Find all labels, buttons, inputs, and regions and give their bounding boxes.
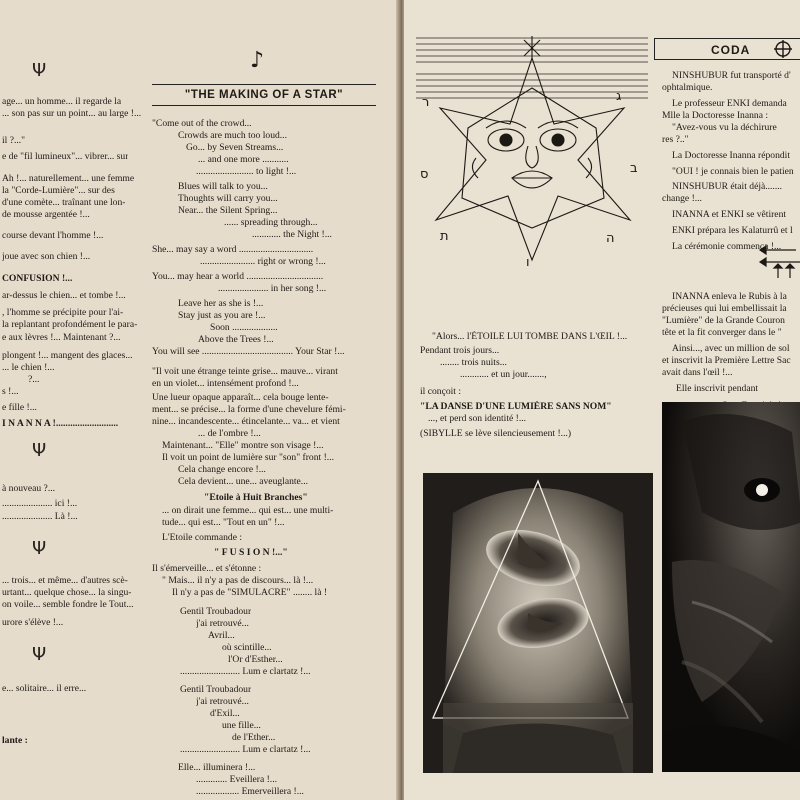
svg-text:ב: ב (630, 161, 638, 176)
left-col2-line: She... may say a word ............................... (152, 244, 314, 255)
left-col1-line: ar-dessus le chien... et tombe !... (2, 290, 126, 301)
left-col1-line: ?... (28, 374, 40, 385)
left-col2-line: Il voit un point de lumière sur "son" front !... (162, 452, 334, 463)
left-col2-line: Thoughts will carry you... (178, 193, 278, 204)
right-col2-line: La cérémonie commença !... (672, 241, 782, 252)
left-col1-line: CONFUSION !... (2, 273, 73, 284)
left-col1-line: age... un homme... il regarde la (2, 96, 122, 107)
coda-header: CODA (654, 38, 800, 60)
section-header: "THE MAKING OF A STAR" (152, 84, 376, 106)
left-col1-line: ..................... ici !... (2, 498, 78, 509)
left-col1-line: e... solitaire... il erre... (2, 683, 87, 694)
left-col2-line: Cela change encore !... (178, 464, 266, 475)
right-col1-line: il conçoit : (420, 386, 462, 397)
left-col1-line: I N A N N A !.......................... (2, 418, 119, 429)
left-col1-line: on voile... semble fondre le Tout... (2, 599, 134, 610)
right-col1-line: Pendant trois jours... (420, 345, 500, 356)
left-col1-line: joue avec son chien !... (2, 251, 91, 262)
right-col2-line: et inscrivit la Première Lettre Sac (662, 355, 791, 366)
svg-text:ת: ת (440, 229, 449, 244)
left-col2-line: en un violet... intensément profond !... (152, 378, 299, 389)
left-col2-line: Une lueur opaque apparaît... cela bouge lente- (152, 392, 329, 403)
svg-text:ר: ר (422, 95, 430, 110)
trident-icon: Ψ (32, 538, 47, 559)
right-col2-line: NINSHUBUR fut transporté d' (672, 70, 791, 81)
left-col1-line: e fille !... (2, 402, 37, 413)
right-col2-line: "Lumière" de la Grande Couron (662, 315, 785, 326)
left-col1-line: ... trois... et même... d'autres scè- (2, 575, 128, 586)
svg-text:ס: ס (420, 167, 429, 182)
left-col2-line: Crowds are much too loud... (178, 130, 287, 141)
left-col1-line: à nouveau ?... (2, 483, 56, 494)
left-col2-line: Avril... (208, 630, 235, 641)
left-col2-line: Go... by Seven Streams... (186, 142, 284, 153)
left-col1-line: urtant... quelque chose... la singu- (2, 587, 132, 598)
left-col2-line: "Il voit une étrange teinte grise... mauve... virant (152, 366, 338, 377)
right-col2-line: "Avez-vous vu la déchirure (672, 122, 777, 133)
left-col2-line: "Come out of the crowd... (152, 118, 252, 129)
left-col2-line: ...... spreading through... (224, 217, 318, 228)
right-col2-line: change !... (662, 193, 702, 204)
left-col1-line: ..................... Là !... (2, 511, 78, 522)
left-col2-line: d'Exil... (210, 708, 240, 719)
right-col2-line: res ?.." (662, 134, 689, 145)
left-col2-line: ... de l'ombre !... (198, 428, 261, 439)
left-col2-line: j'ai retrouvé... (196, 696, 249, 707)
left-page (0, 0, 398, 800)
left-col2-line: Gentil Troubadour (180, 606, 252, 617)
left-col1-line: ... son pas sur un point... au large !... (2, 108, 142, 119)
right-col2-line: INANNA enleva le Rubis à la (672, 291, 787, 302)
right-col2-line: tête et la fit converger dans le " (662, 327, 782, 338)
left-col2-line: Elle... illuminera !... (178, 762, 256, 773)
right-col2-line: ophtalmique. (662, 82, 713, 93)
svg-text:ו: ו (526, 255, 530, 268)
left-col2-line: de l'Ether... (232, 732, 276, 743)
left-col2-line: ment... se précise... la forme d'une chevelure fémi- (152, 404, 346, 415)
left-col2-line: ..................... in her song !... (218, 283, 327, 294)
right-col2-line: avait dans l'œil !... (662, 367, 733, 378)
left-col2-line: L'Etoile commande : (162, 532, 243, 543)
right-col1-line: ..., et perd son identité !... (428, 413, 527, 424)
right-col2-line: La Doctoresse Inanna répondit (672, 150, 791, 161)
right-col1-line: ............ et un jour......., (460, 369, 547, 380)
left-col1-line: plongent !... mangent des glaces... (2, 350, 133, 361)
right-col1-line: "Alors... l'ÉTOILE LUI TOMBE DANS L'ŒIL !... (432, 331, 628, 342)
left-col1-line: course devant l'homme !... (2, 230, 104, 241)
left-col2-line: l'Or d'Esther... (228, 654, 283, 665)
left-col2-line: où scintille... (222, 642, 272, 653)
crosshair-icon (774, 40, 792, 58)
right-col2-line: ENKI prépara les Kalaturrû et l (672, 225, 793, 236)
right-col2-line: Ainsi..., avec un million de sol (672, 343, 790, 354)
right-col1-line: ........ trois nuits... (440, 357, 507, 368)
right-col2-line: Le professeur ENKI demanda (672, 98, 787, 109)
star-face-sigil (416, 28, 648, 268)
left-col2-line: tude... qui est... "Tout en un" !... (162, 517, 285, 528)
left-col2-line: j'ai retrouvé... (196, 618, 249, 629)
left-col2-line: nine... incandescente... étincelante... va... et vient (152, 416, 340, 427)
music-note-icon: ♪ (250, 48, 265, 73)
trident-icon: Ψ (32, 440, 47, 461)
left-col1-line: d'une comète... traînant une lon- (2, 197, 126, 208)
right-col1-line: "LA DANSE D'UNE LUMIÈRE SANS NOM" (420, 401, 612, 412)
left-col2-line: ....................... right or wrong !... (200, 256, 326, 267)
left-col2-line: Maintenant... "Elle" montre son visage !... (162, 440, 324, 451)
left-col2-line: Il n'y a pas de "SIMULACRE" ........ là ! (172, 587, 328, 598)
left-col1-line: ... le chien !... (2, 362, 55, 373)
right-col2-line: "OUI ! je connais bien le patien (672, 166, 794, 177)
right-col2-line: NINSHUBUR était déjà....... (672, 181, 783, 192)
right-col2-line: Mlle la Doctoresse Inanna : (662, 110, 769, 121)
left-col2-line: Soon ................... (210, 322, 278, 333)
left-col1-line: la "Corde-Lumière"... sur des (2, 185, 115, 196)
left-col2-line: Cela devient... une... aveuglante... (178, 476, 309, 487)
left-col2-line: Gentil Troubadour (180, 684, 252, 695)
left-col2-line: ......................... Lum e clartatz !... (180, 666, 311, 677)
svg-text:ה: ה (606, 231, 615, 246)
left-col2-line: Stay just as you are !... (178, 310, 266, 321)
left-col2-line: Blues will talk to you... (178, 181, 268, 192)
left-col2-line: " F U S I O N !..." (214, 547, 288, 558)
left-col2-line: une fille... (222, 720, 261, 731)
left-col1-line: il ?..." (2, 135, 26, 146)
left-col2-line: ............. Eveillera !... (196, 774, 277, 785)
left-col1-line: la replantant profondément le para- (2, 319, 138, 330)
left-col1-line: s !... (2, 386, 19, 397)
right-col2-line: INANNA et ENKI se vêtirent (672, 209, 787, 220)
left-col2-line: Near... the Silent Spring... (178, 205, 278, 216)
svg-text:ג: ג (616, 89, 622, 104)
trident-icon: Ψ (32, 644, 47, 665)
left-col2-line: Above the Trees !... (198, 334, 274, 345)
right-col2-line: Elle inscrivit pendant (676, 383, 759, 394)
left-col2-line: ............ the Night !... (252, 229, 332, 240)
left-col2-line: " Mais... il n'y a pas de discours... là !... (162, 575, 314, 586)
left-col1-line: lante : (2, 735, 28, 746)
left-col2-line: You... may hear a world ................................ (152, 271, 324, 282)
left-col1-line: , l'homme se précipite pour l'ai- (2, 307, 124, 318)
left-col2-line: ........................ to light !... (196, 166, 297, 177)
dark-face-photo (662, 402, 800, 772)
left-col2-line: Il s'émerveille... et s'étonne : (152, 563, 262, 574)
right-col1-line: (SIBYLLE se lève silencieusement !...) (420, 428, 572, 439)
left-col2-line: ... on dirait une femme... qui est... une multi- (162, 505, 334, 516)
left-col2-line: You will see ...................................... Your Star !... (152, 346, 345, 357)
left-col1-line: Ah !... naturellement... une femme (2, 173, 135, 184)
left-col2-line: ... and one more ........... (198, 154, 289, 165)
left-col1-line: urore s'élève !... (2, 617, 64, 628)
left-col1-line: e de "fil lumineux"... vibrer... sur (2, 151, 129, 162)
left-col2-line: "Etoile à Huit Branches" (204, 492, 308, 503)
left-col2-line: .................. Emerveillera !... (196, 786, 304, 797)
left-col2-line: ......................... Lum e clartatz !... (180, 744, 311, 755)
right-col2-line: précieuses qui lui embellissait la (662, 303, 787, 314)
trident-icon: Ψ (32, 60, 47, 81)
left-col2-line: Leave her as she is !... (178, 298, 264, 309)
left-col1-line: e aux lèvres !... Maintenant ?... (2, 332, 121, 343)
lips-triangle-photo (423, 473, 653, 773)
left-col1-line: de mousse argentée !... (2, 209, 90, 220)
